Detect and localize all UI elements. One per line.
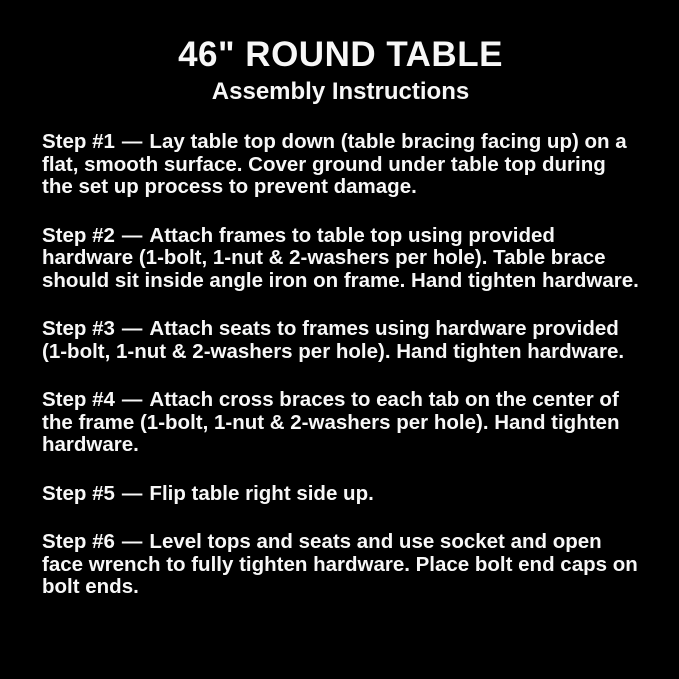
- page-subtitle: Assembly Instructions: [211, 78, 470, 106]
- page-title: 46" ROUND TABLE: [178, 35, 503, 74]
- step-body: Level tops and seats and use socket and open face wrench to fully tighten hardware. Place bolt end caps on bolt ends.: [42, 530, 638, 599]
- step-label: Step #2: [42, 223, 115, 247]
- step-item-6: [42, 531, 639, 599]
- step-dash: —: [121, 481, 143, 505]
- step-dash: —: [121, 317, 143, 341]
- steps-list: [42, 131, 639, 599]
- step-body: Attach cross braces to each tab on the center of the frame (1-bolt, 1-nut & 2-washers per hole). Hand tighten hardware.: [42, 388, 620, 457]
- step-dash: —: [121, 130, 143, 154]
- step-item-5: [42, 483, 639, 506]
- step-label: Step #4: [42, 388, 115, 412]
- step-label: Step #3: [42, 317, 115, 341]
- step-body: Attach seats to frames using hardware provided (1-bolt, 1-nut & 2-washers per hole). Hand tighten hardware.: [42, 317, 625, 363]
- step-item-2: [42, 225, 639, 293]
- step-label: Step #5: [42, 481, 115, 505]
- step-label: Step #1: [42, 130, 115, 154]
- step-dash: —: [121, 388, 143, 412]
- header: [42, 34, 639, 107]
- step-item-3: [42, 318, 639, 363]
- step-item-4: [42, 389, 639, 457]
- step-label: Step #6: [42, 530, 115, 554]
- step-body: Flip table right side up.: [149, 481, 374, 505]
- step-dash: —: [121, 223, 143, 247]
- step-item-1: [42, 131, 639, 199]
- step-dash: —: [121, 530, 143, 554]
- step-body: Lay table top down (table bracing facing up) on a flat, smooth surface. Cover ground under table top during the set up process to prevent damage.: [42, 130, 627, 199]
- step-body: Attach frames to table top using provided hardware (1-bolt, 1-nut & 2-washers per hole). Table brace should sit inside angle iron on frame. Hand tighten hardware.: [42, 223, 639, 292]
